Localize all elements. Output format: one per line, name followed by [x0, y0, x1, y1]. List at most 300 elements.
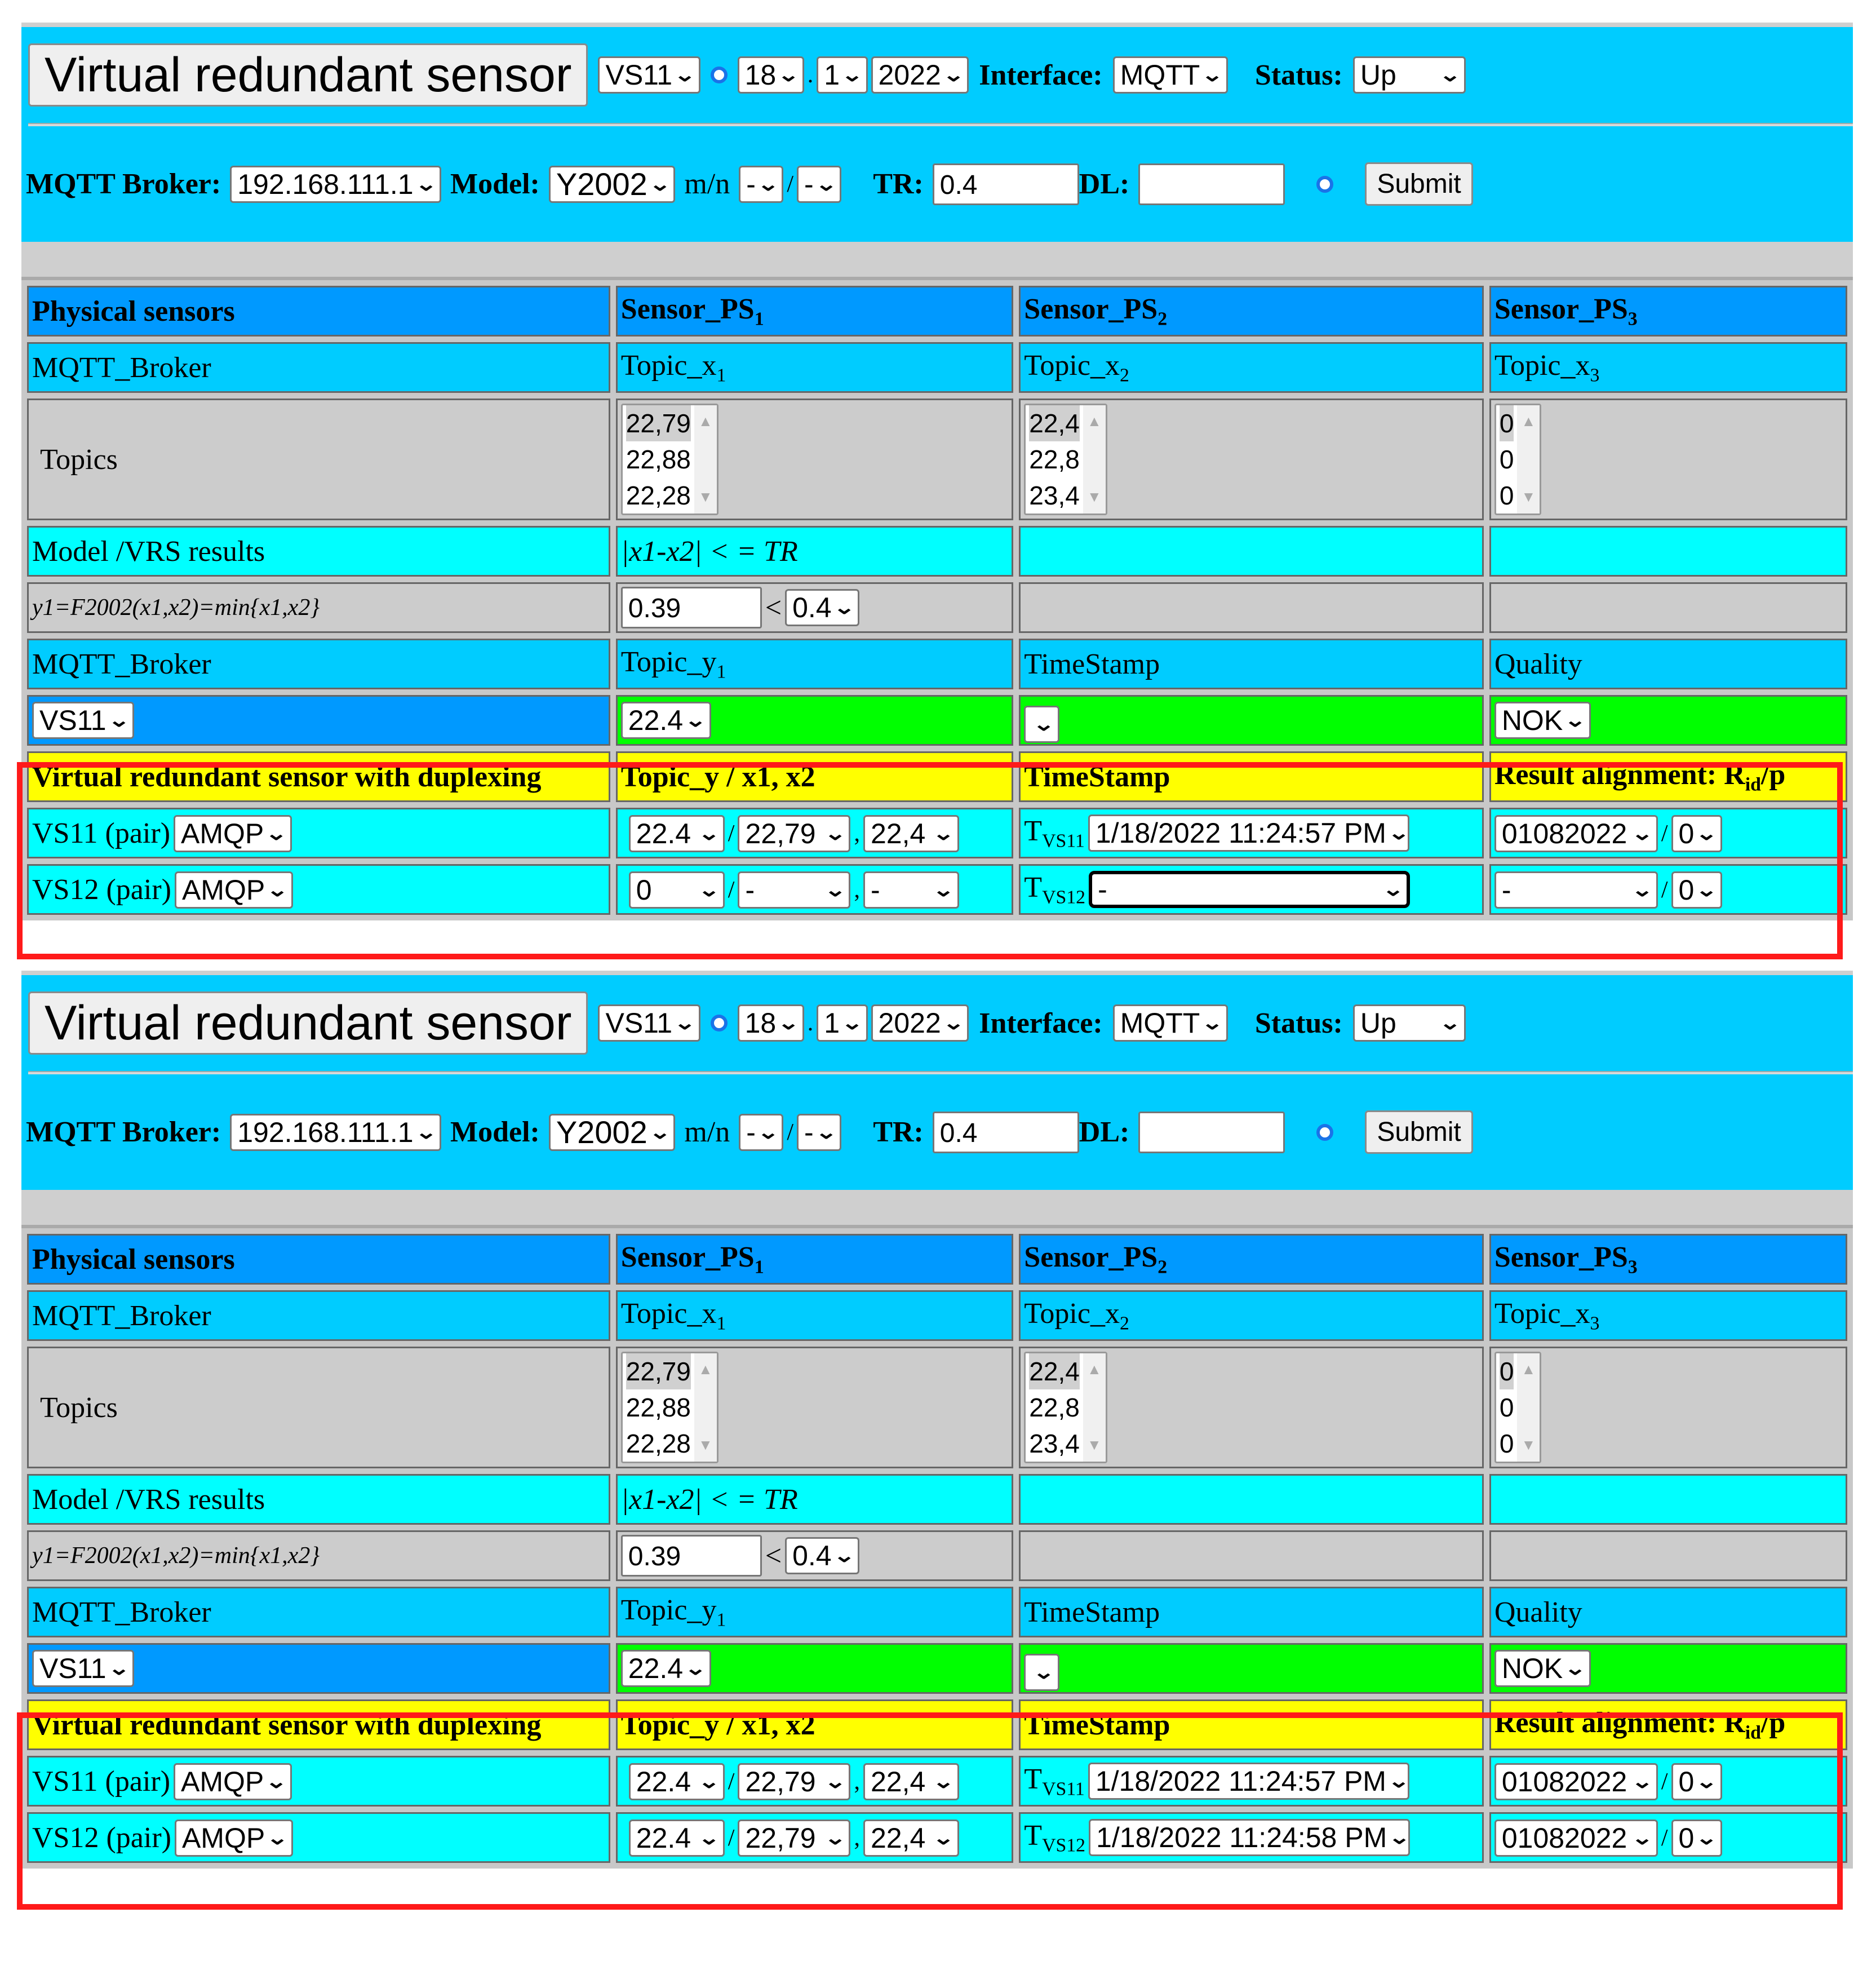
y-value-cell — [616, 695, 1014, 746]
duplex-header-label: Virtual redundant sensor with duplexing — [27, 751, 610, 802]
timestamp-symbol: $T_{VS12}$ — [1024, 871, 1086, 908]
model-label: Model: — [450, 1116, 540, 1148]
scrollbar[interactable] — [694, 405, 717, 513]
protocol-value: AMQP — [181, 874, 265, 906]
duplex-timestamp-cell — [1019, 1812, 1484, 1863]
table-row — [27, 582, 1847, 633]
topics-label: Topics — [27, 399, 610, 520]
chevron-down-icon: ⌄ — [1695, 879, 1718, 901]
duplex-timestamp-cell — [1019, 864, 1484, 915]
separator-slash: / — [1661, 1768, 1668, 1795]
quality-value: NOK — [1501, 705, 1563, 736]
chevron-down-icon: ⌄ — [414, 173, 437, 195]
empty-cell — [1019, 1530, 1484, 1581]
tr-compare-select[interactable] — [785, 1537, 859, 1574]
year-value: 2022 — [878, 59, 941, 91]
duplex-name-cell — [27, 1756, 610, 1807]
mn-group — [739, 166, 841, 203]
table-row — [27, 1530, 1847, 1581]
model-value: Y2002 — [556, 1114, 647, 1150]
x2-select[interactable] — [863, 871, 959, 909]
x2-value: 22,4 — [870, 817, 926, 849]
output-vs-value: VS11 — [39, 705, 107, 736]
table-row — [27, 695, 1847, 746]
duplex-header-timestamp: TimeStamp — [1019, 1699, 1484, 1750]
quality-value: NOK — [1501, 1653, 1563, 1684]
less-than-sign: < — [765, 1539, 782, 1572]
duplex-timestamp-value: 1/18/2022 11:24:57 PM — [1095, 817, 1386, 849]
chevron-down-icon: ⌄ — [932, 879, 955, 901]
y-value-select[interactable] — [621, 702, 711, 739]
dl-label: DL: — [1079, 1116, 1130, 1148]
rid-value: 01082022 — [1501, 1765, 1627, 1798]
quality-select[interactable] — [1494, 702, 1591, 739]
n-value: - — [804, 1116, 814, 1148]
topic-x2-listbox[interactable] — [1024, 404, 1107, 515]
year-value: 2022 — [878, 1007, 941, 1039]
duplex-header-timestamp: TimeStamp — [1019, 751, 1484, 802]
chevron-down-icon: ⌄ — [1631, 1827, 1654, 1849]
chevron-down-icon: ⌄ — [1631, 822, 1654, 844]
scroll-down-icon: ▼ — [698, 489, 713, 505]
timestamp-header: TimeStamp — [1019, 639, 1484, 689]
x2-value: - — [870, 874, 880, 906]
month-select[interactable] — [817, 1004, 867, 1042]
topic-x1: $Topic\_x_1$ — [616, 342, 1014, 393]
chevron-down-icon: ⌄ — [265, 1770, 288, 1792]
x1-select[interactable] — [738, 1763, 850, 1800]
rid-select[interactable] — [1494, 1820, 1658, 1857]
empty-cell — [1489, 1530, 1847, 1581]
protocol-value: AMQP — [181, 817, 264, 849]
tr-label: TR: — [873, 1116, 924, 1148]
vs-select-value: VS11 — [605, 59, 673, 91]
topic-x3-listbox[interactable] — [1494, 404, 1542, 515]
y-value: 22.4 — [636, 1822, 691, 1854]
duplex-timestamp-select[interactable] — [1088, 814, 1409, 852]
timestamp-select[interactable] — [1024, 1654, 1059, 1691]
title-button[interactable]: Virtual redundant sensor — [28, 991, 588, 1055]
table-row — [27, 639, 1847, 689]
p-select[interactable] — [1671, 1820, 1722, 1857]
spacer-band — [21, 242, 1853, 280]
table-row — [27, 751, 1847, 802]
separator-slash: / — [728, 1825, 735, 1851]
protocol-value: AMQP — [181, 1765, 264, 1798]
day-select[interactable] — [738, 56, 804, 94]
status-select[interactable] — [1353, 1004, 1466, 1042]
chevron-down-icon: ⌄ — [932, 822, 955, 844]
topic-x1-cell — [616, 1347, 1014, 1468]
protocol-select[interactable] — [174, 815, 292, 852]
topic-x1: $Topic\_x_1$ — [616, 1290, 1014, 1341]
y-value: 0 — [636, 874, 652, 906]
scroll-up-icon: ▲ — [698, 413, 713, 430]
listbox-options: 0 0 0 — [1496, 405, 1518, 513]
scroll-down-icon: ▼ — [1521, 489, 1536, 505]
tr-input[interactable]: 0.4 — [933, 163, 1079, 205]
month-select[interactable] — [817, 56, 867, 94]
separator-slash: / — [787, 1119, 794, 1145]
scroll-up-icon: ▲ — [1086, 413, 1102, 430]
year-select[interactable] — [871, 1004, 969, 1042]
p-select[interactable] — [1671, 871, 1722, 909]
y-select[interactable] — [629, 1763, 725, 1800]
y-select[interactable] — [629, 1820, 725, 1857]
diff-input[interactable]: 0.39 — [621, 587, 762, 628]
x1-value: 22,79 — [745, 1822, 816, 1854]
topic-x1-listbox[interactable] — [621, 404, 719, 515]
chevron-down-icon: ⌄ — [824, 1770, 847, 1792]
y-value: 22.4 — [628, 1653, 684, 1684]
radio-button[interactable] — [1316, 1124, 1333, 1141]
status-value: Up — [1360, 1007, 1396, 1039]
diff-cell — [616, 1530, 1014, 1581]
date-group — [738, 56, 969, 94]
table-row — [27, 1587, 1847, 1637]
topic-y1-header: $Topic\_y_1$ — [616, 639, 1014, 689]
broker-label: MQTT Broker: — [26, 168, 221, 200]
topic-x2-cell — [1019, 1347, 1484, 1468]
n-value: - — [804, 168, 814, 200]
month-value: 1 — [824, 59, 840, 91]
table-row — [27, 864, 1847, 915]
quality-cell — [1489, 1643, 1847, 1694]
model-row-label: Model /VRS results — [27, 526, 610, 577]
dl-label: DL: — [1079, 168, 1130, 200]
topic-x2-listbox[interactable] — [1024, 1352, 1107, 1463]
chevron-down-icon: ⌄ — [1201, 1012, 1224, 1034]
n-select[interactable] — [797, 1114, 841, 1151]
diff-input[interactable]: 0.39 — [621, 1535, 762, 1577]
quality-header: Quality — [1489, 1587, 1847, 1637]
empty-cell — [1019, 582, 1484, 633]
table-row — [27, 1234, 1847, 1285]
submit-button[interactable]: Submit — [1365, 1110, 1473, 1154]
mn-label: m/n — [684, 1116, 730, 1148]
model-value: Y2002 — [556, 166, 647, 202]
rid-select[interactable] — [1494, 815, 1658, 852]
duplex-values-cell — [616, 808, 1014, 858]
mn-label: m/n — [684, 168, 730, 200]
scrollbar[interactable] — [1517, 1353, 1540, 1462]
table-row — [27, 1643, 1847, 1694]
m-select[interactable] — [739, 1114, 783, 1151]
topic-x3: $Topic\_x_3$ — [1489, 1290, 1847, 1341]
scrollbar[interactable] — [1517, 405, 1540, 513]
panel-header — [21, 971, 1853, 1190]
month-value: 1 — [824, 1007, 840, 1039]
duplex-timestamp-value: 1/18/2022 11:24:57 PM — [1095, 1765, 1386, 1798]
output-vs-select[interactable] — [32, 702, 134, 739]
chevron-down-icon: ⌄ — [777, 1012, 800, 1034]
status-select[interactable] — [1353, 56, 1466, 94]
title-button[interactable]: Virtual redundant sensor — [28, 43, 588, 107]
interface-value: MQTT — [1120, 1007, 1200, 1039]
output-broker-label: MQTT_Broker — [27, 1587, 610, 1637]
topic-x1-listbox[interactable] — [621, 1352, 719, 1463]
protocol-select[interactable] — [175, 871, 293, 909]
chevron-down-icon: ⌄ — [107, 1658, 130, 1679]
table-row — [27, 399, 1847, 520]
status-label: Status: — [1254, 1007, 1343, 1039]
x2-select[interactable] — [863, 1820, 959, 1857]
topic-x1-cell — [616, 399, 1014, 520]
separator-slash: / — [1661, 820, 1668, 847]
less-than-sign: < — [765, 591, 782, 624]
broker-select[interactable] — [230, 1114, 441, 1151]
table-row — [27, 342, 1847, 393]
vrs-panel — [21, 23, 1853, 920]
scroll-up-icon: ▲ — [1521, 413, 1536, 430]
submit-button[interactable]: Submit — [1365, 162, 1473, 206]
chevron-down-icon: ⌄ — [932, 1827, 955, 1849]
rid-select[interactable] — [1494, 1763, 1658, 1800]
col-header-ps3: $Sensor\_PS_3$ — [1489, 1234, 1847, 1285]
topic-x3-listbox[interactable] — [1494, 1352, 1542, 1463]
duplex-header-result: Result alignment: $R_{id}/p$ — [1489, 751, 1847, 802]
chevron-down-icon: ⌄ — [757, 173, 780, 195]
interface-select[interactable] — [1113, 56, 1228, 94]
chevron-down-icon: ⌄ — [649, 173, 672, 195]
col-header-physical-sensors: Physical sensors — [27, 286, 610, 337]
dl-input[interactable] — [1138, 163, 1285, 205]
chevron-down-icon: ⌄ — [414, 1121, 437, 1143]
date-group — [738, 1004, 969, 1042]
y-select[interactable] — [629, 815, 725, 852]
duplex-result-cell — [1489, 1812, 1847, 1863]
radio-button[interactable] — [711, 67, 728, 83]
topic-x2: $Topic\_x_2$ — [1019, 1290, 1484, 1341]
empty-cell — [1489, 1474, 1847, 1525]
y-select[interactable] — [629, 871, 725, 909]
model-row-label: Model /VRS results — [27, 1474, 610, 1525]
col-header-ps2: $Sensor\_PS_2$ — [1019, 286, 1484, 337]
chevron-down-icon: ⌄ — [1695, 1770, 1718, 1792]
chevron-down-icon: ⌄ — [942, 1012, 965, 1034]
sensor-table — [21, 280, 1853, 920]
duplex-values-cell — [616, 1756, 1014, 1807]
chevron-down-icon: ⌄ — [698, 1827, 721, 1849]
x1-select[interactable] — [738, 1820, 850, 1857]
chevron-down-icon: ⌄ — [1387, 1770, 1411, 1792]
table-row — [27, 1756, 1847, 1807]
empty-cell — [1489, 582, 1847, 633]
x1-value: 22,79 — [745, 817, 816, 849]
scroll-up-icon: ▲ — [698, 1361, 713, 1378]
listbox-options: 22,79 22,88 22,28 — [623, 405, 694, 513]
topic-x3-cell — [1489, 1347, 1847, 1468]
quality-header: Quality — [1489, 639, 1847, 689]
chevron-down-icon: ⌄ — [1631, 879, 1654, 901]
scroll-down-icon: ▼ — [1086, 489, 1102, 505]
formula-label: y1=F2002(x1,x2)=min{x1,x2} — [27, 1530, 610, 1581]
duplex-timestamp-value: 1/18/2022 11:24:58 PM — [1096, 1822, 1387, 1854]
broker-value: 192.168.111.1 — [237, 1116, 414, 1148]
chevron-down-icon: ⌄ — [1631, 1770, 1654, 1792]
separator-comma: , — [854, 876, 860, 903]
vs-select[interactable] — [598, 1004, 700, 1042]
broker-row-label: MQTT_Broker — [27, 1290, 610, 1341]
output-vs-value: VS11 — [39, 1653, 107, 1684]
x2-select[interactable] — [863, 815, 959, 852]
duplex-timestamp-cell — [1019, 1756, 1484, 1807]
y-value: 22.4 — [636, 1765, 691, 1798]
formula-label: y1=F2002(x1,x2)=min{x1,x2} — [27, 582, 610, 633]
topics-label: Topics — [27, 1347, 610, 1468]
scrollbar[interactable] — [1083, 1353, 1106, 1462]
y-value-select[interactable] — [621, 1650, 711, 1687]
chevron-down-icon: ⌄ — [1388, 1827, 1411, 1849]
table-row — [27, 1474, 1847, 1525]
n-select[interactable] — [797, 166, 841, 203]
chevron-down-icon: ⌄ — [815, 173, 837, 195]
chevron-down-icon: ⌄ — [107, 710, 130, 731]
status-value: Up — [1360, 59, 1396, 91]
table-row — [27, 286, 1847, 337]
separator-slash: / — [728, 1768, 735, 1795]
protocol-select[interactable] — [174, 1763, 292, 1800]
interface-label: Interface: — [979, 59, 1103, 91]
timestamp-header: TimeStamp — [1019, 1587, 1484, 1637]
chevron-down-icon: ⌄ — [1695, 822, 1718, 844]
separator-slash: / — [1661, 1825, 1668, 1851]
listbox-options: 0 0 0 — [1496, 1353, 1518, 1462]
spacer-band — [21, 1190, 1853, 1228]
table-row — [27, 526, 1847, 577]
duplex-sensor-name: VS12 (pair) — [32, 874, 171, 906]
duplex-sensor-name: VS12 (pair) — [32, 1822, 171, 1854]
separator-comma: , — [854, 1825, 860, 1851]
y-value-cell — [616, 1643, 1014, 1694]
model-label: Model: — [450, 168, 540, 200]
interface-label: Interface: — [979, 1007, 1103, 1039]
p-select[interactable] — [1671, 815, 1722, 852]
m-value: - — [746, 168, 756, 200]
x2-value: 22,4 — [870, 1822, 926, 1854]
tr-input[interactable]: 0.4 — [933, 1112, 1079, 1153]
radio-button[interactable] — [711, 1015, 728, 1032]
topic-x3-cell — [1489, 399, 1847, 520]
table-row — [27, 1347, 1847, 1468]
duplex-result-cell — [1489, 864, 1847, 915]
x1-value: 22,79 — [745, 1765, 816, 1798]
duplex-header-topic: Topic_y / x1, x2 — [616, 751, 1014, 802]
p-select[interactable] — [1671, 1763, 1722, 1800]
chevron-down-icon: ⌄ — [649, 1121, 672, 1143]
protocol-select[interactable] — [175, 1820, 293, 1857]
quality-cell — [1489, 695, 1847, 746]
day-select[interactable] — [738, 1004, 804, 1042]
empty-cell — [1019, 526, 1484, 577]
scroll-down-icon: ▼ — [1521, 1437, 1536, 1453]
chevron-down-icon: ⌄ — [265, 822, 288, 844]
quality-select[interactable] — [1494, 1650, 1591, 1687]
chevron-down-icon: ⌄ — [841, 1012, 864, 1034]
chevron-down-icon: ⌄ — [698, 1770, 721, 1792]
day-value: 18 — [744, 59, 777, 91]
chevron-down-icon: ⌄ — [757, 1121, 780, 1143]
x1-select[interactable] — [738, 871, 850, 909]
duplex-timestamp-select[interactable] — [1089, 871, 1410, 908]
duplex-timestamp-select[interactable] — [1088, 1763, 1409, 1800]
chevron-down-icon: ⌄ — [824, 822, 847, 844]
empty-cell — [1489, 526, 1847, 577]
model-condition: |x1-x2| < = TR — [616, 526, 1014, 577]
x2-select[interactable] — [863, 1763, 959, 1800]
chevron-down-icon: ⌄ — [815, 1121, 837, 1143]
duplex-name-cell — [27, 1812, 610, 1863]
timestamp-cell — [1019, 1643, 1484, 1694]
chevron-down-icon: ⌄ — [1032, 1661, 1055, 1683]
chevron-down-icon: ⌄ — [1564, 710, 1587, 731]
duplex-values-cell — [616, 864, 1014, 915]
model-select[interactable] — [549, 166, 675, 203]
chevron-down-icon: ⌄ — [1387, 822, 1411, 844]
rid-select[interactable] — [1494, 871, 1658, 909]
diff-cell — [616, 582, 1014, 633]
separator-slash: / — [728, 820, 735, 847]
duplex-values-cell — [616, 1812, 1014, 1863]
duplex-sensor-name: VS11 (pair) — [32, 817, 171, 850]
vrs-panel — [21, 971, 1853, 1869]
scrollbar[interactable] — [1083, 405, 1106, 513]
chevron-down-icon: ⌄ — [1201, 64, 1224, 86]
interface-value: MQTT — [1120, 59, 1200, 91]
status-label: Status: — [1254, 59, 1343, 91]
duplex-name-cell — [27, 808, 610, 858]
tr-compare-select[interactable] — [785, 589, 859, 626]
topic-x2: $Topic\_x_2$ — [1019, 342, 1484, 393]
p-value: 0 — [1678, 874, 1695, 906]
chevron-down-icon: ⌄ — [684, 1658, 707, 1679]
output-vs-select[interactable] — [32, 1650, 134, 1687]
scroll-up-icon: ▲ — [1086, 1361, 1102, 1378]
x1-select[interactable] — [738, 815, 850, 852]
chevron-down-icon: ⌄ — [1032, 713, 1055, 735]
x2-value: 22,4 — [870, 1765, 926, 1798]
chevron-down-icon: ⌄ — [942, 64, 965, 86]
m-select[interactable] — [739, 166, 783, 203]
broker-label: MQTT Broker: — [26, 1116, 221, 1148]
timestamp-symbol: $T_{VS11}$ — [1024, 815, 1085, 852]
col-header-ps1: $Sensor\_PS_1$ — [616, 286, 1014, 337]
tr-compare-value: 0.4 — [792, 592, 832, 623]
timestamp-cell — [1019, 695, 1484, 746]
duplex-timestamp-select[interactable] — [1089, 1819, 1410, 1856]
timestamp-symbol: $T_{VS11}$ — [1024, 1763, 1085, 1800]
separator-slash: / — [787, 171, 794, 197]
vs-select[interactable] — [598, 56, 700, 94]
timestamp-select[interactable] — [1024, 706, 1059, 743]
chevron-down-icon: ⌄ — [824, 1827, 847, 1849]
broker-select[interactable] — [230, 166, 441, 203]
interface-select[interactable] — [1113, 1004, 1228, 1042]
scrollbar[interactable] — [694, 1353, 717, 1462]
model-select[interactable] — [549, 1114, 675, 1151]
year-select[interactable] — [871, 56, 969, 94]
duplex-sensor-name: VS11 (pair) — [32, 1765, 171, 1798]
y-value: 22.4 — [628, 705, 684, 736]
dl-input[interactable] — [1138, 1112, 1285, 1153]
duplex-timestamp-cell — [1019, 808, 1484, 858]
chevron-down-icon: ⌄ — [777, 64, 800, 86]
chevron-down-icon: ⌄ — [832, 1545, 855, 1566]
output-vs-cell — [27, 695, 610, 746]
p-value: 0 — [1678, 817, 1695, 849]
radio-button[interactable] — [1316, 176, 1333, 193]
panel-header — [21, 23, 1853, 242]
